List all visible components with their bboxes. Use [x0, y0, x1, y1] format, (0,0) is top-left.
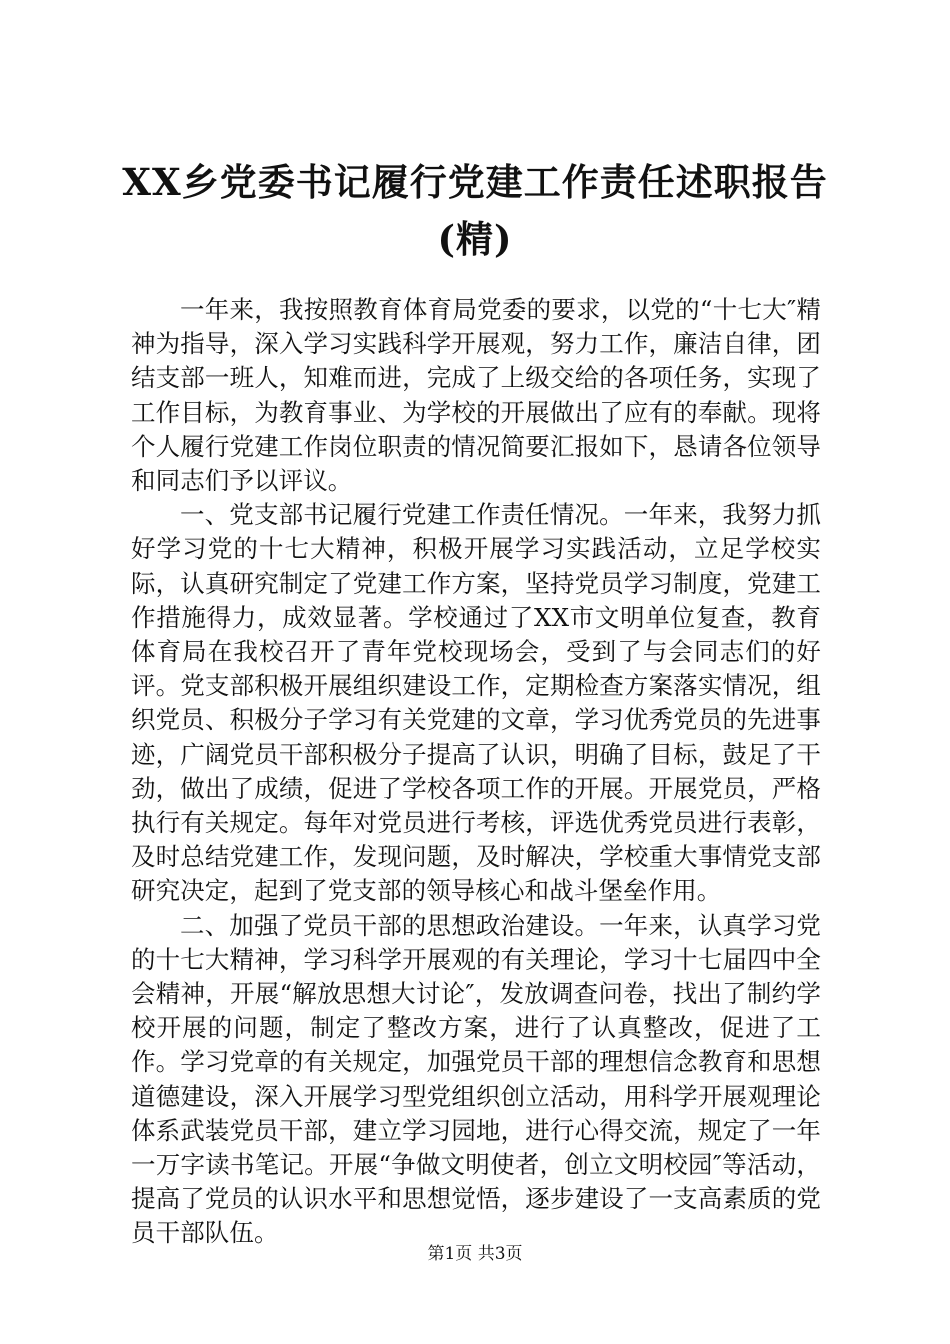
paragraph-intro: 一年来，我按照教育体育局党委的要求，以党的“十七大″精神为指导，深入学习实践科学开展观，努力工作，廉洁自律，团结支部一班人，知难而进，完成了上级交给的各项任务，实现了工作目标，为教育事业、为学校的开展做出了应有的奉献。现将个人履行党建工作岗位职责的情况简要汇报如下，恳请各位领导和同志们予以评议。 — [131, 295, 821, 496]
document-title-suffix: (精) — [437, 217, 513, 261]
paragraph-section-1: 一、党支部书记履行党建工作责任情况。一年来，我努力抓好学习党的十七大精神，积极开展学习实践活动，立足学校实际，认真研究制定了党建工作方案，坚持党员学习制度，党建工作措施得力，成效显著。学校通过了XX市文明单位复查，教育体育局在我校召开了青年党校现场会，受到了与会同志们的好评。党支部积极开展组织建设工作，定期检查方案落实情况，组织党员、积极分子学习有关党建的文章，学习优秀党员的先进事迹，广阔党员干部积极分子提高了认识，明确了目标，鼓足了干劲，做出了成绩，促进了学校各项工作的开展。开展党员，严格执行有关规定。每年对党员进行考核，评选优秀党员进行表彰，及时总结党建工作，发现问题，及时解决，学校重大事情党支部研究决定，起到了党支部的领导核心和战斗堡垒作用。 — [131, 500, 821, 906]
paragraph-section-2: 二、加强了党员干部的思想政治建设。一年来，认真学习党的十七大精神，学习科学开展观的有关理论，学习十七届四中全会精神，开展“解放思想大讨论″，发放调查问卷，找出了制约学校开展的问题，制定了整改方案，进行了认真整改，促进了工作。学习党章的有关规定，加强党员干部的理想信念教育和思想道德建设，深入开展学习型党组织创立活动，用科学开展观理论体系武装党员干部，建立学习园地，进行心得交流，规定了一年一万字读书笔记。开展“争做文明使者，创立文明校园″等活动，提高了党员的认识水平和思想觉悟，逐步建设了一支高素质的党员干部队伍。 — [131, 910, 821, 1248]
document-body — [131, 293, 821, 1251]
page-footer: 第1页 共3页 — [427, 1244, 523, 1264]
document-title: XX乡党委书记履行党建工作责任述职报告 — [122, 160, 828, 204]
